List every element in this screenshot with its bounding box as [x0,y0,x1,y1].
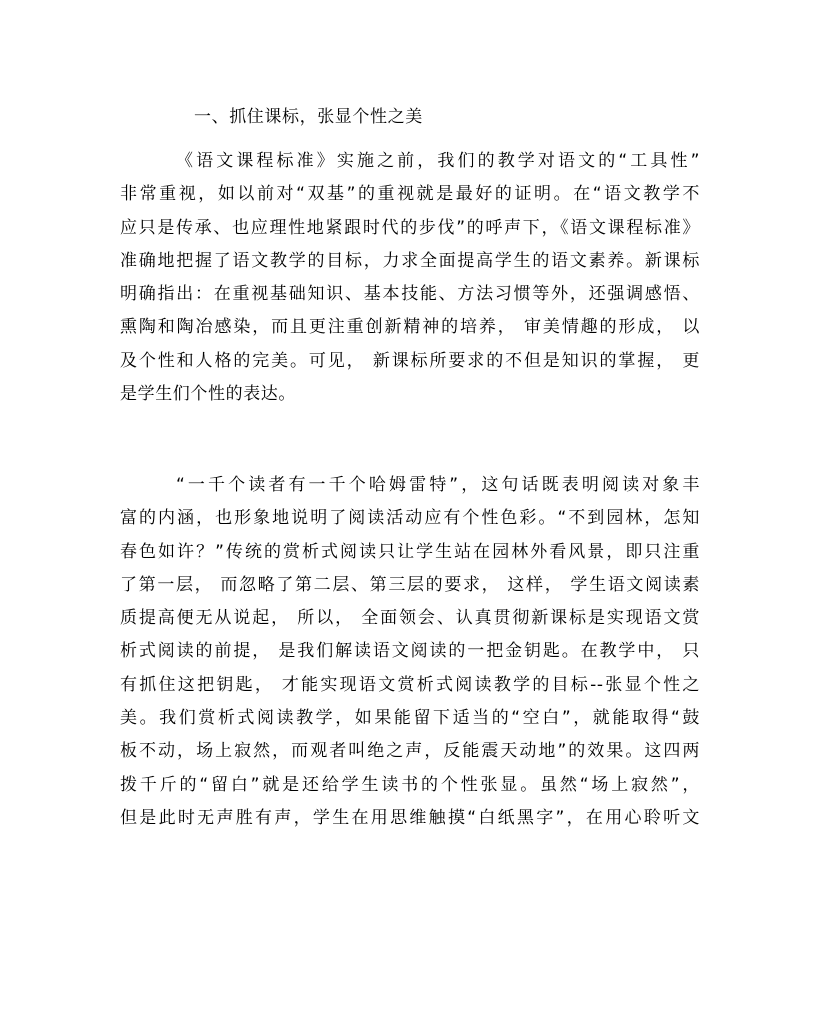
section-heading: 一、抓住课标，张显个性之美 [194,107,423,127]
paragraph-line: 应只是传承、也应理性地紧跟时代的步伐”的呼声下，《语文课程标准》 [120,217,700,238]
paragraph-line: 拨千斤的“留白”就是还给学生读书的个性张显。虽然“场上寂然”， [120,774,700,795]
paragraph-line: 准确地把握了语文教学的目标，力求全面提高学生的语文素养。新课标 [120,250,700,271]
paragraph-line: 《语文课程标准》实施之前，我们的教学对语文的“工具性” [176,151,700,171]
paragraph-line: 富的内涵，也形象地说明了阅读活动应有个性色彩。“不到园林，怎知 [120,508,700,529]
paragraph-line: 析式阅读的前提， 是我们解读语文阅读的一把金钥匙。在教学中， 只 [120,641,700,662]
paragraph-line: 质提高便无从说起， 所以， 全面领会、认真贯彻新课标是实现语文赏 [120,608,700,629]
paragraph-line: 非常重视，如以前对“双基”的重视就是最好的证明。在“语文教学不 [120,184,700,205]
paragraph-line: 熏陶和陶冶感染，而且更注重创新精神的培养， 审美情趣的形成， 以 [120,317,700,338]
paragraph-2 [120,469,700,835]
paragraph-line: 及个性和人格的完美。可见， 新课标所要求的不但是知识的掌握， 更 [120,350,700,371]
paragraph-line: 春色如许？”传统的赏析式阅读只让学生站在园林外看风景，即只注重 [120,541,700,562]
paragraph-line: 是学生们个性的表达。 [120,384,296,405]
paragraph-line: 明确指出：在重视基础知识、基本技能、方法习惯等外，还强调感悟、 [120,284,700,305]
paragraph-line: 板不动，场上寂然，而观者叫绝之声，反能震天动地”的效果。这四两 [120,741,700,762]
paragraph-line: “一千个读者有一千个哈姆雷特”，这句话既表明阅读对象丰 [176,475,700,495]
paragraph-line: 有抓住这把钥匙， 才能实现语文赏析式阅读教学的目标--张显个性之 [120,674,700,695]
paragraph-line: 了第一层， 而忽略了第二层、第三层的要求， 这样， 学生语文阅读素 [120,574,700,595]
paragraph-line: 但是此时无声胜有声，学生在用思维触摸“白纸黑字”，在用心聆听文 [120,807,700,828]
paragraph-line: 美。我们赏析式阅读教学，如果能留下适当的“空白”，就能取得“鼓 [120,708,700,729]
paragraph-1 [120,145,700,411]
